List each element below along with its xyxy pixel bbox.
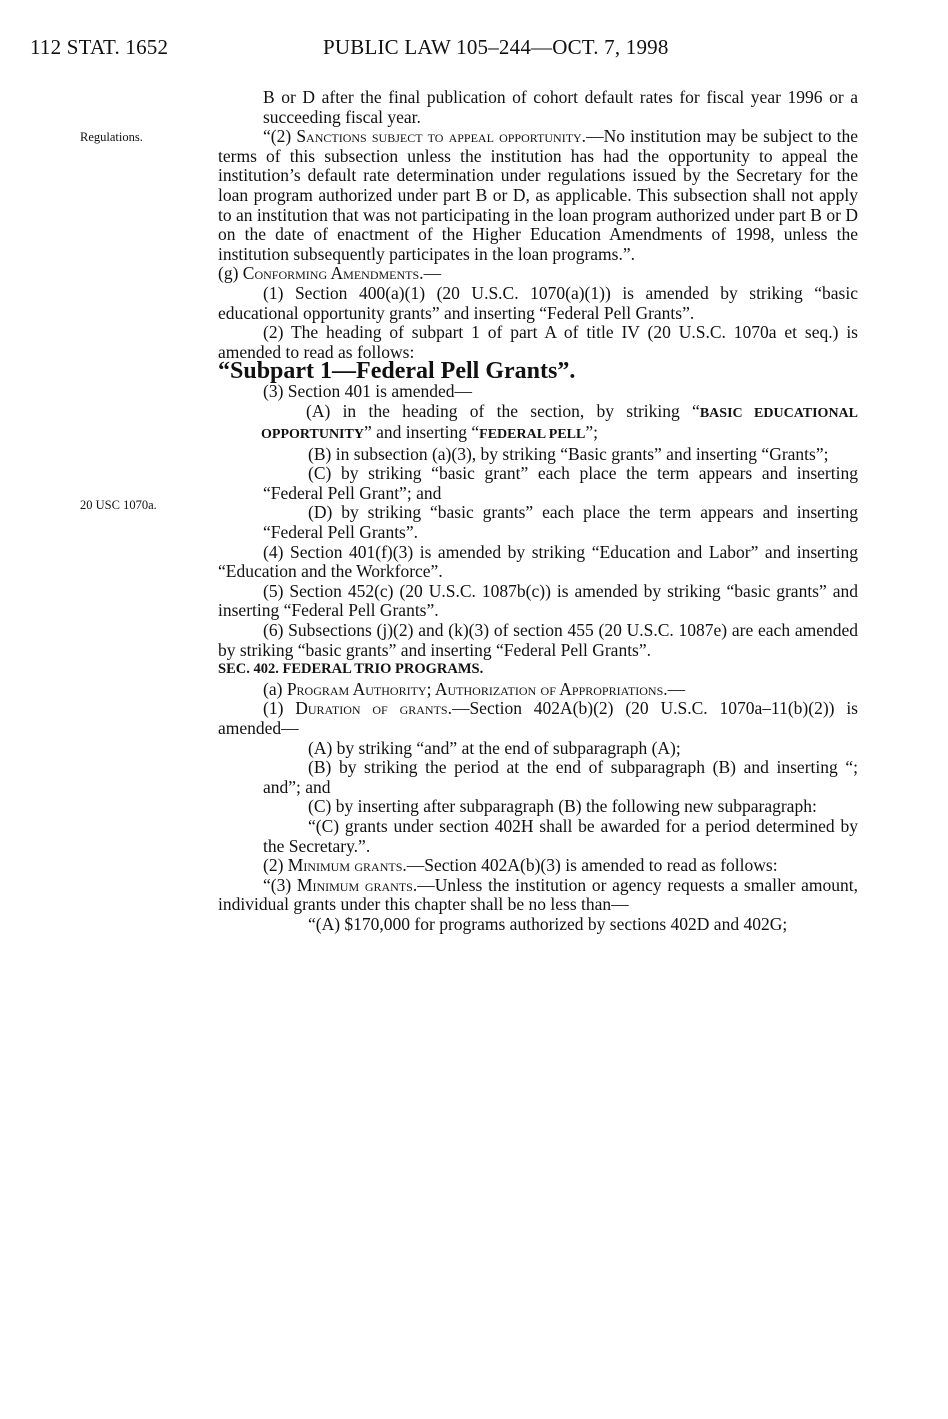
subsection-dash: — [667, 678, 686, 699]
paragraph-heading: Duration of grants. [295, 698, 452, 719]
running-header: PUBLIC LAW 105–244—OCT. 7, 1998 [323, 35, 669, 59]
item-g3D: (D) by striking “basic grants” each place the term appears and inserting “Federal Pell Grants”. [263, 502, 858, 543]
subpart-heading: “Subpart 1—Federal Pell Grants”. [218, 358, 576, 385]
margin-note-regulations: Regulations. [80, 130, 143, 144]
item-g3C: (C) by striking “basic grant” each place the term appears and inserting “Federal Pell Grant”; and [263, 463, 858, 503]
paragraph-text: —Unless the institution or agency requests a smaller amount, individual grants under this chapter shall be no less than— [218, 874, 858, 915]
item-text: (A) in the heading of the section, by striking “ [306, 400, 700, 421]
paragraph-a2 [218, 856, 858, 876]
paragraph-g4: (4) Section 401(f)(3) is amended by striking “Education and Labor” and inserting “Education and the Workforce”. [218, 541, 858, 582]
item-a1A: (A) by striking “and” at the end of subparagraph (A); [308, 737, 681, 758]
section-heading: SEC. 402. FEDERAL TRIO PROGRAMS. [218, 661, 484, 678]
paragraph-number: “(3) [263, 874, 297, 895]
page-reference: 112 STAT. 1652 [30, 35, 169, 59]
item-a1B: (B) by striking the period at the end of subparagraph (B) and inserting “; and”; and [263, 757, 858, 797]
paragraph-g3: (3) Section 401 is amended— [263, 380, 472, 401]
quoted-item-A: “(A) $170,000 for programs authorized by sections 402D and 402G; [308, 913, 788, 934]
item-text: ”; [585, 422, 598, 443]
paragraph-number: “(2) [263, 126, 297, 147]
item-g3B: (B) in subsection (a)(3), by striking “Basic grants” and inserting “Grants”; [308, 443, 829, 464]
item-g3A [173, 402, 858, 445]
paragraph-heading: Minimum grants. [287, 855, 407, 876]
subsection-g-heading [218, 264, 858, 284]
subsection-heading: Conforming Amendments. [242, 263, 424, 284]
subsection-dash: — [423, 263, 442, 284]
paragraph-g1: (1) Section 400(a)(1) (20 U.S.C. 1070(a)(1)) is amended by striking “basic educational opportunity grants” and inserting “Federal Pell Grants”. [218, 282, 858, 323]
paragraph-text: —No institution may be subject to the terms of this subsection unless the institution has had the opportunity to appeal the institution’s default rate determination under regulations issued by the Secretary for the loan program authorized under part B or D, as applicable. This subsection shall not apply to an institution that was not participating in the loan program authorized under part B or D on the date of enactment of the Higher Education Amendments of 1998, unless the institution subsequently participates in the loan programs.”. [218, 126, 858, 264]
paragraph-g2: (2) The heading of subpart 1 of part A of title IV (20 U.S.C. 1070a et seq.) is amended to read as follows: [218, 322, 858, 362]
margin-note-usc: 20 USC 1070a. [80, 498, 157, 512]
paragraph-number: (2) [263, 855, 288, 876]
paragraph-a1 [173, 699, 858, 738]
subsection-a-heading [218, 680, 858, 700]
paragraph-number: (1) [263, 698, 296, 719]
paragraph-g6: (6) Subsections (j)(2) and (k)(3) of section 455 (20 U.S.C. 1087e) are each amended by striking “basic grants” and inserting “Federal Pell Grants”. [218, 620, 858, 660]
paragraph-heading: Minimum grants. [296, 874, 418, 895]
paragraph-text: —Section 402A(b)(2) (20 U.S.C. 1070a–11(b)(2)) is amended— [218, 698, 858, 738]
subsection-heading: Program Authority; Authorization of Appropriations. [286, 678, 668, 699]
paragraph-sanctions [218, 127, 858, 264]
paragraph-text: —Section 402A(b)(3) is amended to read as follows: [406, 855, 778, 876]
item-a1C: (C) by inserting after subparagraph (B) the following new subparagraph: [308, 796, 817, 817]
quoted-paragraph-3 [218, 876, 858, 915]
paragraph-g5: (5) Section 452(c) (20 U.S.C. 1087b(c)) is amended by striking “basic grants” and inserting “Federal Pell Grants”. [218, 580, 858, 621]
document-body [218, 88, 858, 935]
paragraph-continuation: B or D after the final publication of cohort default rates for fiscal year 1996 or a succeeding fiscal year. [263, 87, 858, 127]
subsection-label: (g) [218, 263, 243, 284]
quoted-subparagraph-C: “(C) grants under section 402H shall be awarded for a period determined by the Secretary.”. [263, 815, 858, 856]
struck-heading-text: BASIC EDUCATIONAL OPPORTUNITY [261, 405, 858, 443]
inserted-heading-text: FEDERAL PELL [479, 427, 586, 443]
subsection-label: (a) [263, 678, 287, 699]
item-text: ” and inserting “ [363, 422, 480, 443]
paragraph-heading: Sanctions subject to appeal opportunity. [296, 126, 587, 147]
